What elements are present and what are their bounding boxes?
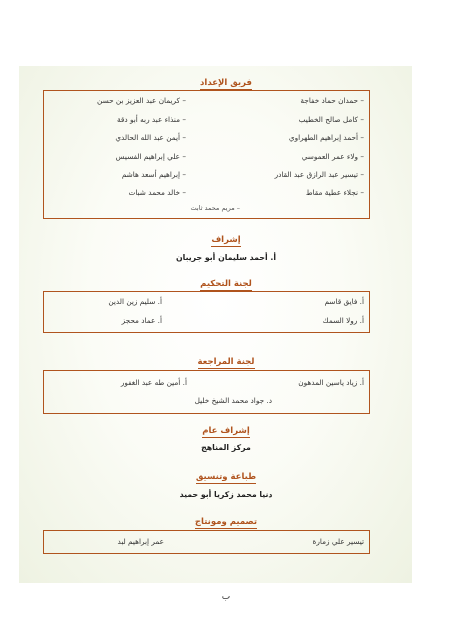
printing-name: دنيا محمد زكريا أبو حميد xyxy=(179,490,273,499)
prep-left-2: – منذاء عبد ربه أبو دقة xyxy=(117,115,186,124)
prep-last: – مريم محمد ثابت xyxy=(190,204,240,212)
supervision-title: إشراف xyxy=(211,235,241,245)
audit-committee-box xyxy=(43,370,370,414)
prep-left-3: – أيمن عبد الله الحالدي xyxy=(115,133,186,142)
general-supervision-title: إشراف عام xyxy=(202,426,250,436)
page-number: ب xyxy=(221,592,231,602)
prep-right-5: – تيسير عبد الرازق عبد القادر xyxy=(274,170,364,179)
design-title: تصميم ومونتاج xyxy=(194,517,258,527)
review-committee-title: لجنة التحكيم xyxy=(200,279,252,289)
review-right-2: أ. رولا السمك xyxy=(322,316,364,325)
review-right-1: أ. فايق قاسم xyxy=(324,297,364,306)
prep-team-title: فريق الإعداد xyxy=(200,78,252,88)
prep-right-1: – حمدان حماد خفاجة xyxy=(300,96,364,105)
prep-left-5: – إبراهيم أسعد هاشم xyxy=(121,170,186,179)
general-supervision-name: مركز المناهج xyxy=(201,443,251,452)
printing-title: طباعة وتنسيق xyxy=(195,472,257,482)
supervision-name: أ. أحمد سليمان أبو جريبان xyxy=(175,253,276,262)
prep-right-3: – أحمد إبراهيم الطهراوي xyxy=(288,133,364,142)
prep-left-6: – خالد محمد شبات xyxy=(128,188,186,197)
review-left-1: أ. سليم زين الدين xyxy=(108,297,162,306)
prep-left-4: – علي إبراهيم الفسيس xyxy=(115,152,186,161)
prep-right-4: – ولاء عمر العموسي xyxy=(301,152,364,161)
review-left-2: أ. عماد محجز xyxy=(121,316,162,325)
design-right: تيسير علي زمارة xyxy=(312,537,364,546)
audit-left: أ. أمين طه عبد الغفور xyxy=(120,378,187,387)
design-left: عمر إبراهيم لبد xyxy=(117,537,164,546)
audit-right: أ. زياد ياسين المدهون xyxy=(298,378,364,387)
prep-left-1: – كريمان عبد العزيز بن حسن xyxy=(97,96,186,105)
audit-committee-title: لجنة المراجعة xyxy=(197,357,255,367)
audit-center: د. جواد محمد الشيخ خليل xyxy=(194,396,272,405)
prep-right-2: – كامل صالح الخطيب xyxy=(298,115,364,124)
review-committee-box xyxy=(43,291,370,333)
prep-right-6: – نجلاء عطية مقاط xyxy=(305,188,364,197)
